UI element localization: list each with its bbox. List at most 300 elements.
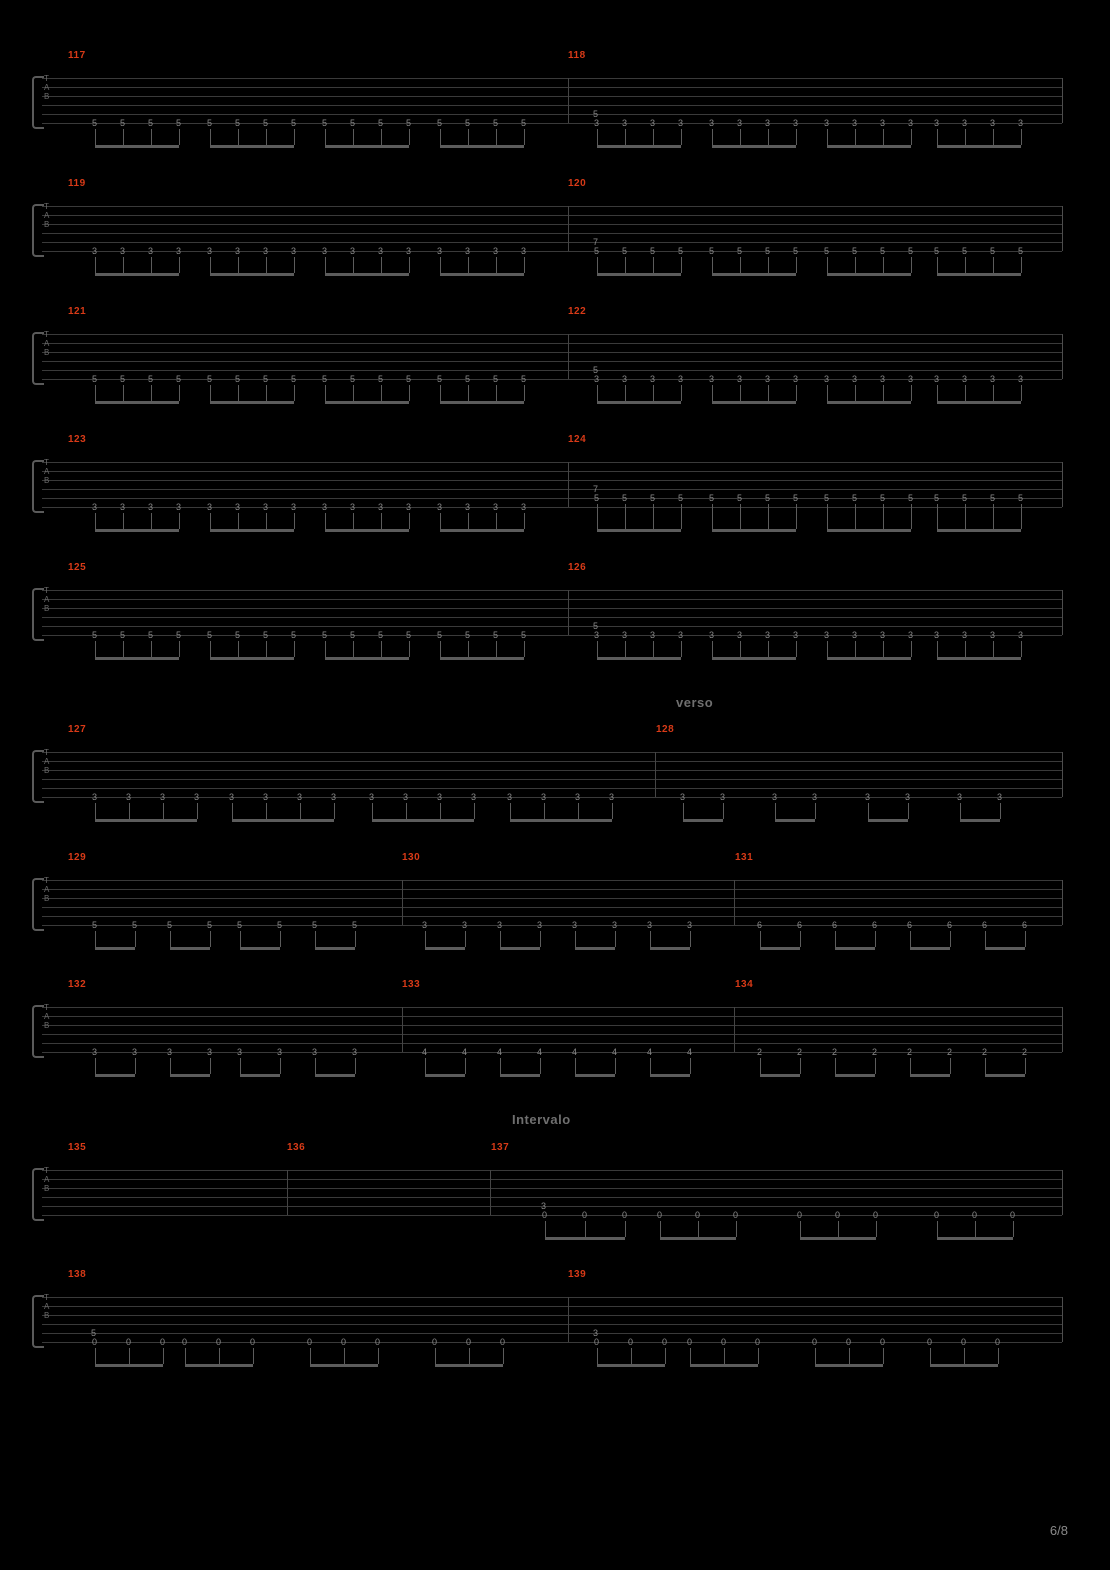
note-stem (875, 1058, 876, 1074)
section-label: Intervalo (512, 1112, 571, 1127)
fret-number: 3 (537, 920, 543, 930)
fret-number: 3 (990, 374, 996, 384)
fret-number: 0 (797, 1210, 803, 1220)
fret-number: 5 (465, 374, 471, 384)
beam (210, 401, 294, 404)
fret-number: 3 (594, 118, 600, 128)
fret-number: 3 (709, 630, 715, 640)
fret-number: 5 (678, 246, 684, 256)
note-stem (681, 641, 682, 657)
fret-number: 3 (92, 1047, 98, 1057)
staff-line (42, 761, 1062, 762)
staff-line (42, 916, 1062, 917)
fret-number: 3 (678, 630, 684, 640)
beam (170, 947, 210, 950)
note-stem (740, 257, 741, 273)
measure-number: 120 (568, 178, 587, 189)
fret-number: 2 (797, 1047, 803, 1057)
note-stem (1021, 641, 1022, 657)
note-stem (835, 931, 836, 947)
note-stem (883, 641, 884, 657)
note-stem (625, 504, 626, 529)
staff-line (42, 1342, 1062, 1343)
fret-number: 3 (322, 246, 328, 256)
note-stem (965, 129, 966, 145)
fret-number: 0 (160, 1337, 166, 1347)
system-brace (32, 1168, 44, 1221)
fret-number: 5 (235, 374, 241, 384)
fret-number: 0 (657, 1210, 663, 1220)
note-stem (736, 1221, 737, 1237)
fret-number: 3 (647, 920, 653, 930)
fret-number: 3 (962, 630, 968, 640)
fret-number: 5 (176, 118, 182, 128)
beam (95, 657, 179, 660)
fret-number: 5 (593, 365, 599, 375)
measure-number: 133 (402, 979, 421, 990)
fret-number: 5 (291, 374, 297, 384)
fret-number: 5 (148, 374, 154, 384)
note-stem (465, 1058, 466, 1074)
fret-number: 3 (263, 792, 269, 802)
note-stem (524, 513, 525, 529)
note-stem (993, 385, 994, 401)
fret-number: 0 (687, 1337, 693, 1347)
fret-number: 5 (291, 118, 297, 128)
fret-number: 5 (521, 118, 527, 128)
note-stem (129, 803, 130, 819)
note-stem (210, 931, 211, 947)
fret-number: 3 (369, 792, 375, 802)
fret-number: 6 (982, 920, 988, 930)
note-stem (496, 385, 497, 401)
fret-number: 5 (824, 246, 830, 256)
fret-number: 5 (709, 493, 715, 503)
beam (440, 657, 524, 660)
note-stem (724, 1348, 725, 1364)
fret-number: 3 (406, 246, 412, 256)
note-stem (681, 129, 682, 145)
note-stem (740, 641, 741, 657)
fret-number: 3 (378, 502, 384, 512)
fret-number: 5 (312, 920, 318, 930)
note-stem (985, 931, 986, 947)
beam (325, 273, 409, 276)
beam (325, 529, 409, 532)
beam (712, 657, 796, 660)
note-stem (760, 931, 761, 947)
note-stem (310, 1348, 311, 1364)
fret-number: 3 (352, 1047, 358, 1057)
beam (815, 1364, 883, 1367)
note-stem (911, 641, 912, 657)
barline (402, 880, 403, 925)
note-stem (950, 1058, 951, 1074)
beam (712, 401, 796, 404)
note-stem (800, 1058, 801, 1074)
note-stem (1000, 803, 1001, 819)
tab-clef-letter: A (44, 83, 50, 92)
note-stem (179, 385, 180, 401)
fret-number: 3 (235, 502, 241, 512)
note-stem (712, 257, 713, 273)
note-stem (911, 385, 912, 401)
note-stem (468, 641, 469, 657)
measure-number: 129 (68, 852, 87, 863)
fret-number: 0 (755, 1337, 761, 1347)
note-stem (712, 504, 713, 529)
staff-line (42, 114, 1062, 115)
note-stem (135, 931, 136, 947)
beam (440, 145, 524, 148)
fret-number: 0 (92, 1337, 98, 1347)
fret-number: 5 (92, 920, 98, 930)
end-barline (1062, 1170, 1063, 1215)
staff-line (42, 788, 1062, 789)
note-stem (496, 257, 497, 273)
beam (500, 1074, 540, 1077)
note-stem (280, 931, 281, 947)
fret-number: 5 (148, 630, 154, 640)
fret-number: 3 (997, 792, 1003, 802)
note-stem (868, 803, 869, 819)
beam (440, 401, 524, 404)
fret-number: 5 (1018, 493, 1024, 503)
barline (490, 1170, 491, 1215)
note-stem (151, 129, 152, 145)
staff-line (42, 752, 1062, 753)
note-stem (597, 385, 598, 401)
note-stem (876, 1221, 877, 1237)
note-stem (993, 504, 994, 529)
note-stem (210, 385, 211, 401)
note-stem (510, 803, 511, 819)
note-stem (597, 504, 598, 529)
beam (775, 819, 815, 822)
note-stem (855, 504, 856, 529)
beam (868, 819, 908, 822)
fret-number: 3 (990, 118, 996, 128)
beam (760, 1074, 800, 1077)
fret-number: 0 (972, 1210, 978, 1220)
fret-number: 3 (852, 630, 858, 640)
staff-line (42, 215, 1062, 216)
note-stem (325, 641, 326, 657)
staff-line (42, 242, 1062, 243)
note-stem (815, 803, 816, 819)
beam (210, 145, 294, 148)
note-stem (440, 129, 441, 145)
note-stem (712, 129, 713, 145)
note-stem (524, 641, 525, 657)
note-stem (625, 641, 626, 657)
staff-line (42, 770, 1062, 771)
end-barline (1062, 462, 1063, 507)
fret-number: 3 (1018, 630, 1024, 640)
staff-line (42, 87, 1062, 88)
tab-clef-letter: T (44, 202, 49, 211)
note-stem (597, 257, 598, 273)
note-stem (653, 385, 654, 401)
note-stem (625, 257, 626, 273)
staff-line (42, 334, 1062, 335)
note-stem (381, 641, 382, 657)
note-stem (185, 1348, 186, 1364)
page-number: 6/8 (1049, 1523, 1068, 1538)
fret-number: 3 (160, 792, 166, 802)
fret-number: 3 (594, 630, 600, 640)
fret-number: 5 (92, 118, 98, 128)
note-stem (838, 1221, 839, 1237)
fret-number: 2 (982, 1047, 988, 1057)
note-stem (937, 1221, 938, 1237)
tab-clef-letter: T (44, 1166, 49, 1175)
measure-number: 139 (568, 1269, 587, 1280)
note-stem (575, 1058, 576, 1074)
note-stem (300, 803, 301, 819)
fret-number: 3 (824, 118, 830, 128)
staff-line (42, 889, 1062, 890)
note-stem (353, 385, 354, 401)
staff-line (42, 96, 1062, 97)
note-stem (597, 641, 598, 657)
staff-line (42, 1315, 1062, 1316)
beam (937, 401, 1021, 404)
note-stem (760, 1058, 761, 1074)
fret-number: 3 (678, 118, 684, 128)
note-stem (827, 641, 828, 657)
note-stem (468, 513, 469, 529)
fret-number: 5 (737, 246, 743, 256)
note-stem (179, 129, 180, 145)
note-stem (170, 931, 171, 947)
staff-line (42, 471, 1062, 472)
note-stem (355, 931, 356, 947)
note-stem (238, 129, 239, 145)
fret-number: 4 (647, 1047, 653, 1057)
note-stem (266, 641, 267, 657)
note-stem (653, 504, 654, 529)
fret-number: 5 (148, 118, 154, 128)
staff-line (42, 1188, 1062, 1189)
beam (95, 1364, 163, 1367)
note-stem (827, 504, 828, 529)
note-stem (496, 129, 497, 145)
end-barline (1062, 1297, 1063, 1342)
note-stem (210, 641, 211, 657)
fret-number: 3 (331, 792, 337, 802)
note-stem (650, 931, 651, 947)
fret-number: 5 (207, 118, 213, 128)
tab-clef-letter: B (44, 476, 50, 485)
beam (95, 273, 179, 276)
note-stem (545, 1221, 546, 1237)
fret-number: 0 (846, 1337, 852, 1347)
note-stem (238, 513, 239, 529)
fret-number: 4 (572, 1047, 578, 1057)
fret-number: 5 (593, 621, 599, 631)
beam (310, 1364, 378, 1367)
beam (575, 947, 615, 950)
fret-number: 5 (322, 630, 328, 640)
fret-number: 3 (403, 792, 409, 802)
beam (910, 1074, 950, 1077)
barline (568, 206, 569, 251)
end-barline (1062, 206, 1063, 251)
fret-number: 3 (465, 502, 471, 512)
fret-number: 2 (1022, 1047, 1028, 1057)
staff-line (42, 462, 1062, 463)
beam (597, 657, 681, 660)
note-stem (768, 504, 769, 529)
note-stem (835, 1058, 836, 1074)
fret-number: 3 (612, 920, 618, 930)
fret-number: 5 (880, 246, 886, 256)
staff-line (42, 343, 1062, 344)
note-stem (95, 1348, 96, 1364)
note-stem (325, 385, 326, 401)
fret-number: 3 (92, 792, 98, 802)
note-stem (908, 803, 909, 819)
note-stem (1025, 931, 1026, 947)
fret-number: 5 (593, 109, 599, 119)
note-stem (597, 129, 598, 145)
note-stem (496, 641, 497, 657)
note-stem (965, 641, 966, 657)
beam (232, 819, 334, 822)
beam (712, 145, 796, 148)
note-stem (266, 803, 267, 819)
note-stem (993, 129, 994, 145)
fret-number: 3 (148, 246, 154, 256)
note-stem (381, 129, 382, 145)
staff-line (42, 105, 1062, 106)
fret-number: 3 (406, 502, 412, 512)
fret-number: 0 (934, 1210, 940, 1220)
note-stem (123, 641, 124, 657)
fret-number: 3 (852, 374, 858, 384)
note-stem (883, 129, 884, 145)
note-stem (965, 257, 966, 273)
fret-number: 3 (126, 792, 132, 802)
fret-number: 3 (507, 792, 513, 802)
note-stem (827, 129, 828, 145)
beam (800, 1237, 876, 1240)
note-stem (95, 129, 96, 145)
fret-number: 3 (772, 792, 778, 802)
fret-number: 5 (263, 630, 269, 640)
barline (568, 334, 569, 379)
note-stem (163, 1348, 164, 1364)
beam (575, 1074, 615, 1077)
note-stem (911, 504, 912, 529)
fret-number: 3 (471, 792, 477, 802)
fret-number: 3 (575, 792, 581, 802)
note-stem (409, 257, 410, 273)
fret-number: 0 (250, 1337, 256, 1347)
beam (315, 1074, 355, 1077)
fret-number: 5 (990, 246, 996, 256)
fret-number: 5 (622, 493, 628, 503)
note-stem (796, 385, 797, 401)
beam (985, 1074, 1025, 1077)
note-stem (240, 1058, 241, 1074)
measure-number: 123 (68, 434, 87, 445)
fret-number: 0 (582, 1210, 588, 1220)
note-stem (315, 1058, 316, 1074)
note-stem (612, 803, 613, 819)
fret-number: 0 (873, 1210, 879, 1220)
beam (170, 1074, 210, 1077)
beam (597, 529, 681, 532)
note-stem (503, 1348, 504, 1364)
note-stem (625, 385, 626, 401)
note-stem (883, 504, 884, 529)
note-stem (855, 257, 856, 273)
staff-line (42, 1016, 1062, 1017)
fret-number: 5 (263, 118, 269, 128)
fret-number: 3 (709, 374, 715, 384)
fret-number: 3 (880, 630, 886, 640)
note-stem (625, 129, 626, 145)
note-stem (406, 803, 407, 819)
system-brace (32, 460, 44, 513)
fret-number: 3 (176, 502, 182, 512)
staff-line (42, 1170, 1062, 1171)
note-stem (883, 385, 884, 401)
beam (435, 1364, 503, 1367)
note-stem (409, 129, 410, 145)
staff-line (42, 608, 1062, 609)
fret-number: 0 (695, 1210, 701, 1220)
fret-number: 5 (594, 246, 600, 256)
note-stem (524, 257, 525, 273)
beam (930, 1364, 998, 1367)
beam (315, 947, 355, 950)
fret-number: 0 (466, 1337, 472, 1347)
end-barline (1062, 880, 1063, 925)
fret-number: 2 (872, 1047, 878, 1057)
fret-number: 5 (622, 246, 628, 256)
note-stem (937, 129, 938, 145)
barline (568, 1297, 569, 1342)
beam (827, 657, 911, 660)
note-stem (465, 931, 466, 947)
tab-clef-letter: B (44, 604, 50, 613)
fret-number: 3 (437, 792, 443, 802)
note-stem (800, 1221, 801, 1237)
fret-number: 3 (1018, 374, 1024, 384)
measure-number: 117 (68, 50, 86, 61)
fret-number: 3 (709, 118, 715, 128)
note-stem (355, 1058, 356, 1074)
fret-number: 3 (880, 374, 886, 384)
note-stem (690, 1348, 691, 1364)
note-stem (597, 1348, 598, 1364)
fret-number: 5 (908, 246, 914, 256)
note-stem (660, 1221, 661, 1237)
note-stem (650, 1058, 651, 1074)
note-stem (294, 513, 295, 529)
fret-number: 5 (852, 246, 858, 256)
fret-number: 5 (277, 920, 283, 930)
note-stem (1021, 257, 1022, 273)
system-brace (32, 76, 44, 129)
note-stem (353, 513, 354, 529)
end-barline (1062, 1007, 1063, 1052)
measure-number: 121 (68, 306, 87, 317)
staff-line (42, 206, 1062, 207)
